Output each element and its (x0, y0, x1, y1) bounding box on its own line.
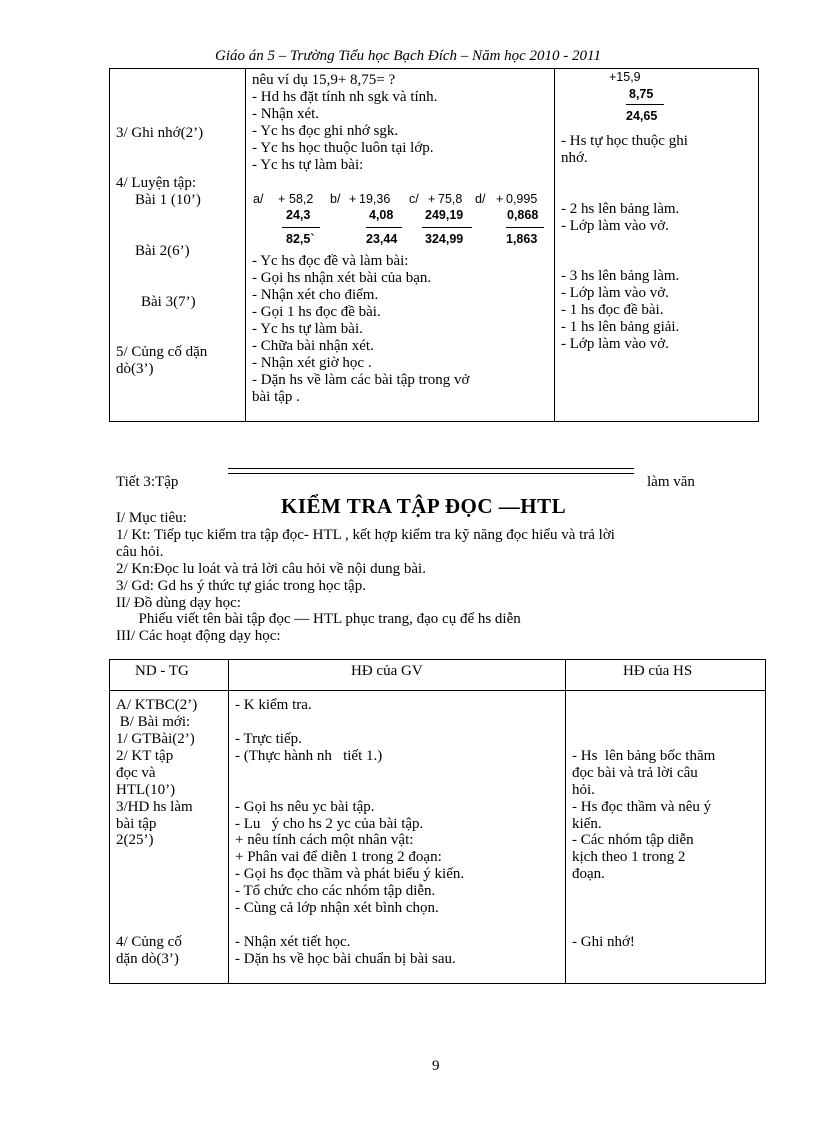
table1-mid-line: - Chữa bài nhận xét. (252, 338, 374, 354)
table2-left-line: B/ Bài mới: (116, 714, 191, 730)
table1-left-cell: 3/ Ghi nhớ(2’) (116, 125, 204, 141)
table2-right-line: hỏi. (572, 782, 595, 798)
lesson-line: câu hỏi. (116, 544, 164, 560)
lesson-rule-bottom (228, 473, 634, 474)
table1-mid-line: - Nhận xét. (252, 106, 320, 122)
lesson-line: 2/ Kn:Đọc lu loát và trả lời câu hỏi về nội dung bài. (116, 561, 426, 577)
table1-left-cell: Bài 1 (10’) (135, 192, 201, 208)
table2-right-line: đọc bài và trả lời câu (572, 765, 698, 781)
table1-left-cell: 4/ Luyện tập: (116, 175, 196, 191)
calc-b-label: b/ (330, 192, 341, 206)
lesson-line: III/ Các hoạt động dạy học: (116, 628, 281, 644)
table2-mid-line: - Trực tiếp. (235, 731, 302, 747)
table2-mid-line: + nêu tính cách một nhân vật: (235, 832, 414, 848)
table2-mid-line: - Tổ chức cho các nhóm tập diễn. (235, 883, 436, 899)
example-calc-bar (626, 104, 664, 105)
table2-left-line: 2/ KT tập (116, 748, 174, 764)
table1-right-line: - 2 hs lên bảng làm. (561, 201, 680, 217)
table2-col-divider-2 (565, 659, 566, 983)
calc-d-n1: 0,995 (506, 192, 538, 206)
lesson-line: I/ Mục tiêu: (116, 510, 187, 526)
table2-mid-line: - Dặn hs về học bài chuẩn bị bài sau. (235, 951, 456, 967)
lesson-line: II/ Đồ dùng dạy học: (116, 595, 241, 611)
table1-mid-line: - Yc hs học thuộc luôn tại lớp. (252, 140, 434, 156)
calc-d-n2: 0,868 (507, 208, 539, 222)
page-header: Giáo án 5 – Trường Tiểu học Bạch Đích – Năm học 2010 - 2011 (215, 48, 601, 64)
table2-right-line: - Hs đọc thầm và nêu ý (572, 799, 712, 815)
calc-a-label: a/ (253, 192, 264, 206)
calc-d-label: d/ (475, 192, 486, 206)
table1-left-cell: dò(3’) (116, 361, 154, 377)
table1-right-line: nhớ. (561, 150, 588, 166)
table1-mid-line: - Hd hs đặt tính nh sgk và tính. (252, 89, 438, 105)
calc-b-n1: 19,36 (359, 192, 391, 206)
calc-a-n2: 24,3 (286, 208, 311, 222)
table1-mid-line: nêu ví dụ 15,9+ 8,75= ? (252, 72, 396, 88)
table2-header-teacher: HĐ của GV (351, 663, 423, 679)
page-number: 9 (432, 1058, 440, 1074)
table2-left-line: 1/ GTBài(2’) (116, 731, 195, 747)
calc-c-label: c/ (409, 192, 419, 206)
table1-mid-line: - Gọi 1 hs đọc đề bài. (252, 304, 381, 320)
table1-col-divider-2 (554, 68, 555, 421)
table1-left-cell: Bài 2(6’) (135, 243, 190, 259)
calc-a-op: + (278, 192, 286, 206)
calc-d-result: 1,863 (506, 232, 538, 246)
table1-right-line: - Lớp làm vào vở. (561, 336, 669, 352)
table2-right-line: kịch theo 1 trong 2 (572, 849, 686, 865)
table2-mid-line: + Phân vai để diễn 1 trong 2 đoạn: (235, 849, 442, 865)
table1-mid-line: - Nhận xét cho điểm. (252, 287, 379, 303)
table2-right-line: - Các nhóm tập diễn (572, 832, 694, 848)
table1-mid-line: - Yc hs tự làm bài: (252, 157, 364, 173)
calc-c-n2: 249,19 (425, 208, 464, 222)
table1-left-cell: Bài 3(7’) (141, 294, 196, 310)
calc-c-result: 324,99 (425, 232, 464, 246)
lesson-rule-top (228, 468, 634, 469)
calc-b-result: 23,44 (366, 232, 398, 246)
table1-right-line: - Lớp làm vào vở. (561, 285, 669, 301)
table2-mid-line: - Gọi hs nêu yc bài tập. (235, 799, 375, 815)
table2-left-line: dặn dò(3’) (116, 951, 179, 967)
calc-c-bar (422, 227, 472, 228)
table1-right-line: - Hs tự học thuộc ghi (561, 133, 688, 149)
table2-frame (109, 659, 766, 984)
example-calc-n2: 8,75 (629, 87, 654, 101)
calc-a-n1: 58,2 (289, 192, 314, 206)
table2-left-line: đọc và (116, 765, 156, 781)
table2-left-line: 3/HD hs làm (116, 799, 193, 815)
table2-mid-line: - Lu ý cho hs 2 yc của bài tập. (235, 816, 424, 832)
lesson-line: 3/ Gd: Gd hs ý thức tự giác trong học tập. (116, 578, 366, 594)
table2-left-line: HTL(10’) (116, 782, 176, 798)
calc-b-n2: 4,08 (369, 208, 394, 222)
table1-mid-line: - Yc hs tự làm bài. (252, 321, 363, 337)
table1-mid-line: - Gọi hs nhận xét bài của bạn. (252, 270, 432, 286)
example-calc-result: 24,65 (626, 109, 658, 123)
table2-col-divider-1 (228, 659, 229, 983)
table1-left-cell: 5/ Củng cố dặn (116, 344, 208, 360)
example-calc-n1: +15,9 (609, 70, 641, 84)
lesson-subject-label: làm văn (647, 474, 695, 490)
table2-mid-line: - Cùng cả lớp nhận xét bình chọn. (235, 900, 439, 916)
calc-c-op: + (428, 192, 436, 206)
table1-right-line: - Lớp làm vào vở. (561, 218, 669, 234)
table2-left-line: 4/ Củng cố (116, 934, 182, 950)
calc-a-result: 82,5` (286, 232, 315, 246)
table2-mid-line: - Gọi hs đọc thầm và phát biểu ý kiến. (235, 866, 465, 882)
lesson-title: KIỂM TRA TẬP ĐỌC —HTL (281, 494, 567, 518)
table1-mid-line: bài tập . (252, 389, 300, 405)
table1-right-line: - 1 hs lên bảng giải. (561, 319, 680, 335)
calc-d-op: + (496, 192, 504, 206)
calc-b-bar (366, 227, 402, 228)
lesson-line: 1/ Kt: Tiếp tục kiểm tra tập đọc- HTL , kết hợp kiểm tra kỹ năng đọc hiểu và trả lời (116, 527, 615, 543)
table2-right-line: kiến. (572, 816, 602, 832)
table2-right-line: - Hs lên bảng bốc thăm (572, 748, 716, 764)
table2-right-line: đoạn. (572, 866, 605, 882)
table2-left-line: bài tập (116, 816, 157, 832)
lesson-line: Phiếu viết tên bài tập đọc — HTL phục trang, đạo cụ để hs diễn (116, 611, 521, 627)
table2-mid-line: - (Thực hành nh tiết 1.) (235, 748, 383, 764)
table1-col-divider-1 (245, 68, 246, 421)
calc-c-n1: 75,8 (438, 192, 463, 206)
table2-header-content: ND - TG (135, 663, 189, 679)
table2-mid-line: - Nhận xét tiết học. (235, 934, 351, 950)
calc-b-op: + (349, 192, 357, 206)
table2-header-divider (109, 690, 765, 691)
table2-right-line: - Ghi nhớ! (572, 934, 635, 950)
table1-mid-line: - Yc hs đọc ghi nhớ sgk. (252, 123, 399, 139)
table2-left-line: 2(25’) (116, 832, 154, 848)
table1-mid-line: - Yc hs đọc đề và làm bài: (252, 253, 409, 269)
calc-d-bar (506, 227, 544, 228)
table2-header-student: HĐ của HS (623, 663, 693, 679)
table1-mid-line: - Nhận xét giờ học . (252, 355, 372, 371)
table1-mid-line: - Dặn hs về làm các bài tập trong vở (252, 372, 470, 388)
table1-right-line: - 3 hs lên bảng làm. (561, 268, 680, 284)
table2-mid-line: - K kiểm tra. (235, 697, 312, 713)
table1-right-line: - 1 hs đọc đề bài. (561, 302, 664, 318)
lesson-period-label: Tiết 3:Tập (116, 474, 179, 490)
table2-left-line: A/ KTBC(2’) (116, 697, 198, 713)
calc-a-bar (282, 227, 320, 228)
